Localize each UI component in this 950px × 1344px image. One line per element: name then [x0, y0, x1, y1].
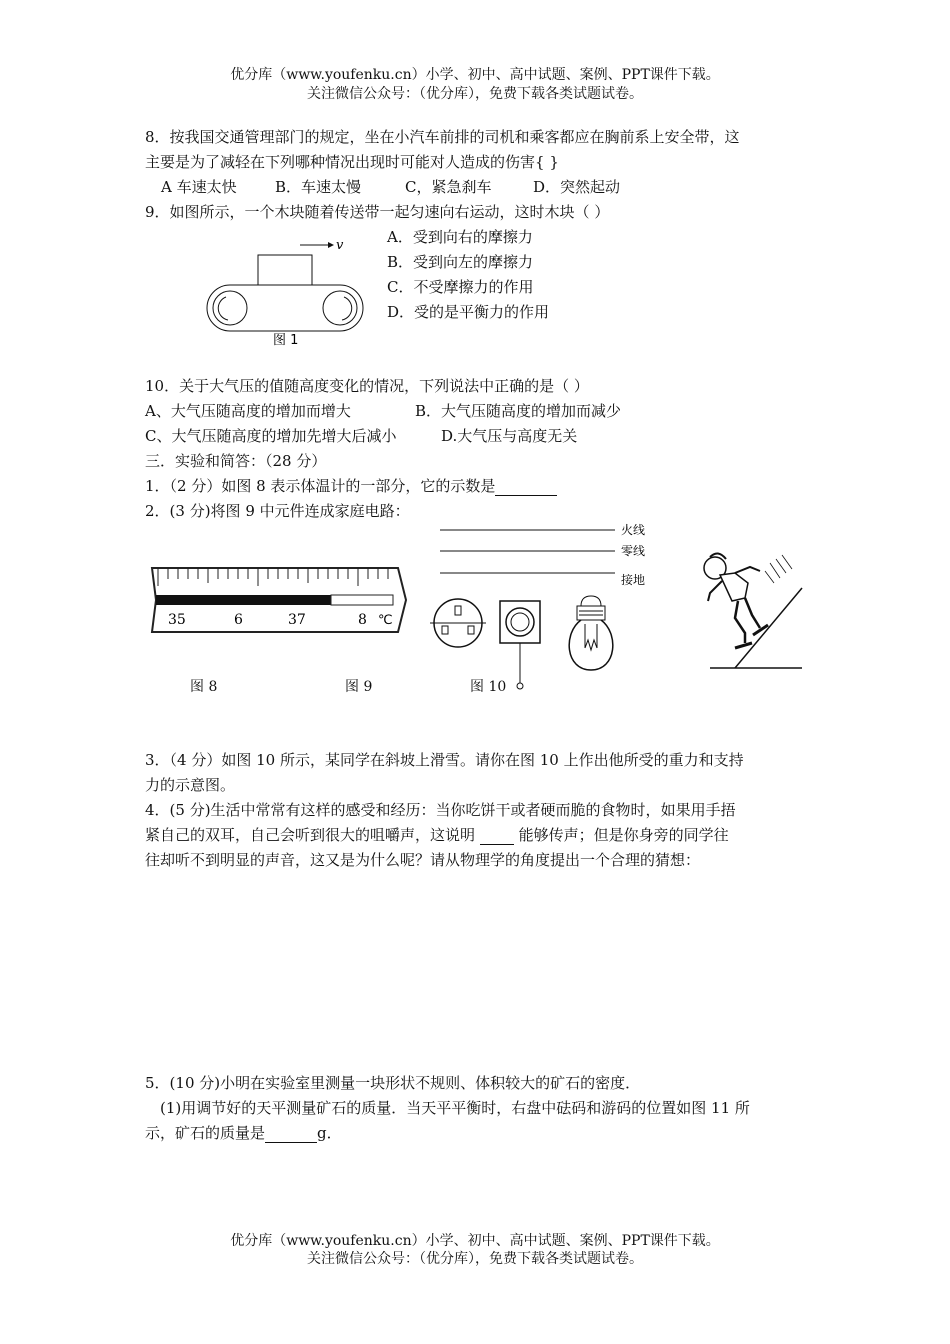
q8-option-a: A 车速太快: [161, 178, 237, 196]
footer-line-2: 关注微信公众号：（优分库），免费下载各类试题试卷。: [307, 1251, 643, 1267]
s3-q2-text: 2．(3 分)将图 9 中元件连成家庭电路：: [145, 502, 410, 520]
q9-option-d: D．受的是平衡力的作用: [387, 303, 550, 321]
thermo-label-35: 35: [168, 612, 186, 628]
q10-option-b: B．大气压随高度的增加而减少: [415, 402, 622, 420]
s3-q1-row: [145, 476, 557, 496]
s3-q4-line-2: [145, 825, 729, 845]
velocity-label: v: [336, 238, 344, 253]
s3-q5-line-3: [145, 1123, 342, 1143]
q9-stem: 9．如图所示，一个木块随着传送带一起匀速向右运动，这时木块（ ）: [145, 203, 610, 221]
mercury-column: [156, 595, 331, 605]
label-ground-wire: 接地: [621, 573, 646, 587]
figure-9-caption: 图 9: [345, 679, 373, 695]
thermo-label-37: 37: [288, 612, 306, 628]
q10-stem: 10．关于大气压的值随高度变化的情况，下列说法中正确的是（ ）: [145, 377, 589, 395]
skier-icon: [704, 553, 768, 648]
s3-q5-line-3-text-a: 示，矿石的质量是: [145, 1124, 266, 1142]
s3-q4-line-2-text-a: 紧自己的双耳，自己会听到很大的咀嚼声，这说明: [145, 826, 476, 844]
q10-option-a: A、大气压随高度的增加而增大: [145, 402, 351, 420]
section-3-title: 三．实验和简答：（28 分）: [145, 452, 327, 470]
q9-option-c: C．不受摩擦力的作用: [387, 278, 534, 296]
q8-option-d: D．突然起动: [533, 178, 621, 196]
figure-10-caption: 图 10: [470, 679, 507, 695]
label-neutral-wire: 零线: [621, 544, 646, 558]
thermo-unit: ℃: [378, 613, 393, 628]
s3-q4-line-3: 往却听不到明显的声音，这又是为什么呢？请从物理学的角度提出一个合理的猜想：: [145, 851, 701, 869]
q8-stem-line-1: 8．按我国交通管理部门的规定，坐在小汽车前排的司机和乘客都应在胸前系上安全带，这: [145, 128, 740, 146]
header-line-1: 优分库（www.youfenku.cn）小学、初中、高中试题、案例、PPT课件下载。: [230, 67, 720, 83]
s3-q3-line-2: 力的示意图。: [145, 776, 236, 794]
answer-blank-q5-mass[interactable]: [265, 1126, 317, 1143]
header-line-2: 关注微信公众号：（优分库），免费下载各类试题试卷。: [307, 86, 643, 102]
label-live-wire: 火线: [621, 523, 646, 537]
figure-8-caption: 图 8: [190, 679, 218, 695]
thermo-label-38: 8: [358, 612, 367, 628]
s3-q1-text: 1．（2 分）如图 8 表示体温计的一部分，它的示数是: [145, 477, 496, 495]
thermo-label-36: 6: [234, 612, 243, 628]
conveyor-belt-figure: [200, 230, 380, 350]
s3-q5-line-1: 5．(10 分)小明在实验室里测量一块形状不规则、体积较大的矿石的密度．: [145, 1074, 641, 1092]
thermometer-figure: [148, 560, 410, 640]
s3-q4-line-1: 4．(5 分)生活中常常有这样的感受和经历：当你吃饼干或者硬而脆的食物时，如果用手捂: [145, 801, 736, 819]
q9-option-b: B．受到向左的摩擦力: [387, 253, 534, 271]
s3-q3-line-1: 3．（4 分）如图 10 所示，某同学在斜坡上滑雪。请你在图 10 上作出他所受的重力和支持: [145, 751, 744, 769]
skier-on-slope-figure: [690, 543, 805, 673]
answer-blank-q1[interactable]: [495, 479, 557, 496]
q8-stem-line-2: 主要是为了减轻在下列哪种情况出现时可能对人造成的伤害{ }: [145, 153, 559, 171]
light-bulb-icon: [569, 596, 613, 670]
footer-line-1: 优分库（www.youfenku.cn）小学、初中、高中试题、案例、PPT课件下载。: [230, 1233, 720, 1249]
circuit-figure: [425, 518, 655, 693]
answer-blank-q4[interactable]: [480, 828, 514, 845]
q10-option-d: D.大气压与高度无关: [441, 427, 578, 445]
q8-option-b: B．车速太慢: [275, 178, 362, 196]
figure-1-caption: 图 1: [273, 333, 299, 348]
q9-option-a: A．受到向右的摩擦力: [387, 228, 533, 246]
wooden-block: [258, 255, 312, 285]
q8-option-c: C，紧急刹车: [405, 178, 492, 196]
s3-q5-line-2: (1)用调节好的天平测量矿石的质量．当天平平衡时，右盘中砝码和游码的位置如图 11 所: [160, 1099, 750, 1117]
s3-q5-line-3-text-b: g．: [317, 1124, 342, 1142]
q10-option-c: C、大气压随高度的增加先增大后减小: [145, 427, 397, 445]
three-pin-socket-icon: [430, 599, 486, 647]
s3-q4-line-2-text-b: 能够传声；但是你身旁的同学往: [518, 826, 729, 844]
